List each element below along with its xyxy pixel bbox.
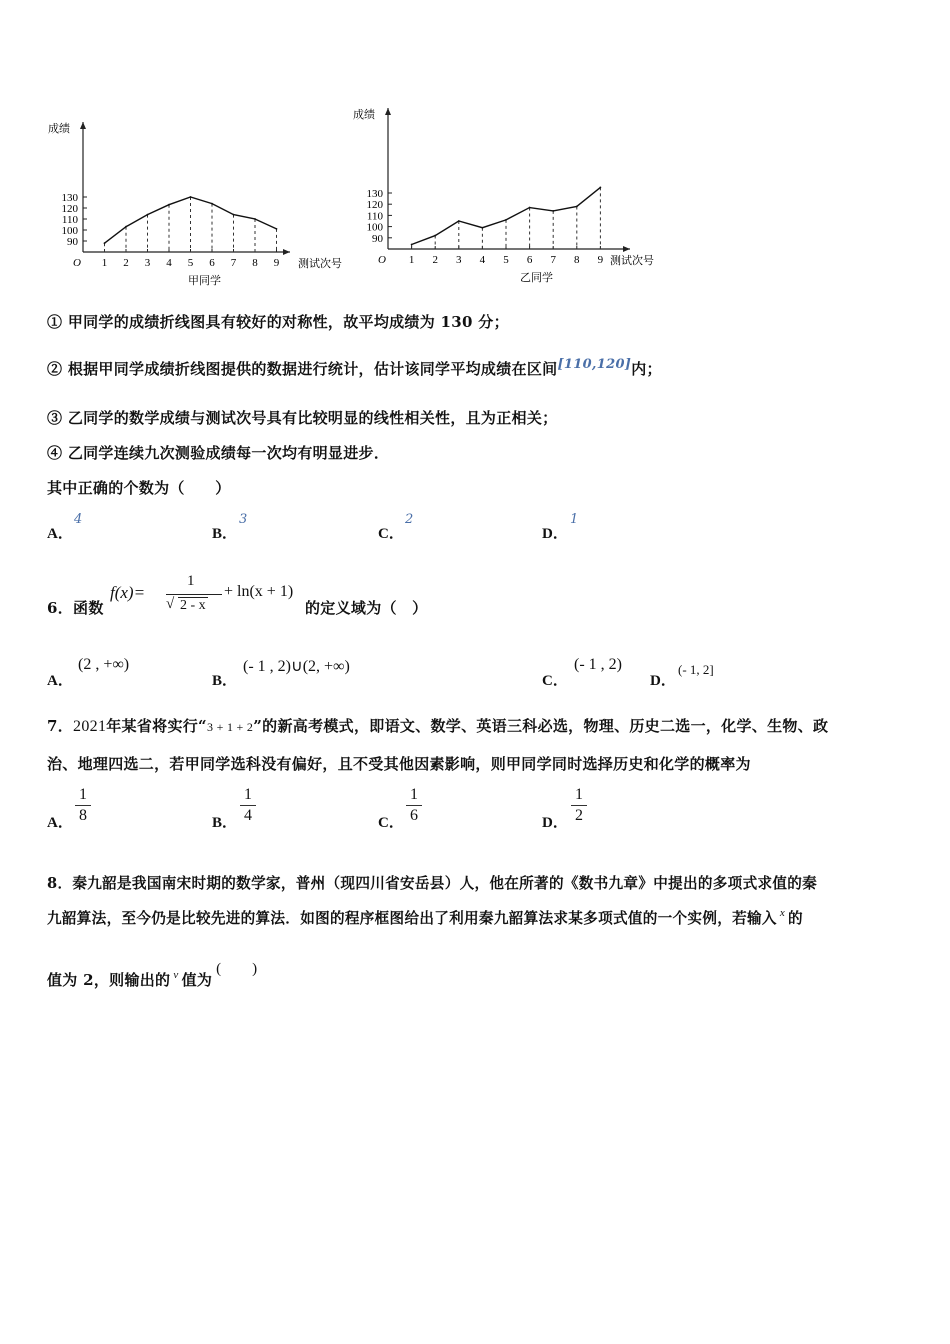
q8-line-1: 8．秦九韶是我国南宋时期的数学家，普州（现四川省安岳县）人，他在所著的《数书九章》中提出的多项式求值的秦 <box>47 875 818 892</box>
y-tick-label: 90 <box>67 236 78 248</box>
q5-option-d[interactable]: D． <box>542 526 568 542</box>
x-tick-label: 7 <box>550 254 556 266</box>
x-axis-label: 测试次号 <box>610 255 654 267</box>
x-tick-label: 4 <box>166 257 172 269</box>
data-point <box>482 227 484 229</box>
data-point <box>434 235 436 237</box>
q6-prefix: 6．函数 <box>47 599 104 617</box>
y-axis-label: 成绩 <box>48 123 70 135</box>
origin-label: O <box>378 254 386 266</box>
q7-option-d-fraction: 1 2 <box>571 786 587 825</box>
x-axis-label: 测试次号 <box>298 258 342 270</box>
data-point <box>600 187 602 189</box>
statement-3: ③ 乙同学的数学成绩与测试次号具有比较明显的线性相关性，且为正相关； <box>47 409 558 427</box>
y-axis-arrow <box>80 122 86 129</box>
x-tick-label: 3 <box>456 254 462 266</box>
origin-label: O <box>73 257 81 269</box>
q5-option-a-value: 4 <box>74 512 83 527</box>
y-tick-label: 100 <box>61 225 78 237</box>
data-point <box>211 203 213 205</box>
statement-2-text: ② 根据甲同学成绩折线图提供的数据进行统计，估计该同学平均成绩在区间 <box>47 360 558 378</box>
chart-jia <box>48 121 342 287</box>
q5-option-b-value: 3 <box>239 512 248 527</box>
q7-option-a[interactable]: A． <box>47 815 73 831</box>
data-point <box>147 214 149 216</box>
q7-line-1: 7．2021年某省将实行“3 + 1 + 2”的新高考模式，即语文、数学、英语三科必选，物理、历史二选一，化学、生物、政 <box>47 717 829 735</box>
data-point <box>576 206 578 208</box>
q6-denominator: 2 - x <box>180 598 206 613</box>
data-point <box>254 218 256 220</box>
q5-option-b[interactable]: B． <box>212 526 238 542</box>
x-tick-label: 2 <box>123 257 129 269</box>
data-point <box>104 242 106 244</box>
y-tick-label: 120 <box>366 199 383 212</box>
q6-sqrt-symbol: √ <box>166 596 175 612</box>
q5-option-c[interactable]: C． <box>378 526 404 542</box>
x-axis-arrow <box>283 249 290 255</box>
statement-1: ① 甲同学的成绩折线图具有较好的对称性，故平均成绩为 130 分； <box>47 313 509 331</box>
q6-option-d-value: (- 1, 2] <box>678 662 714 677</box>
data-point <box>529 207 531 209</box>
q6-option-c[interactable]: C． <box>542 673 568 689</box>
x-tick-label: 1 <box>408 254 415 266</box>
data-point <box>552 210 554 212</box>
q6-option-d[interactable]: D． <box>650 673 676 689</box>
q7-option-d[interactable]: D． <box>542 815 568 831</box>
q6-option-a[interactable]: A． <box>47 673 73 689</box>
data-point <box>276 228 278 230</box>
x-tick-label: 3 <box>144 257 151 269</box>
x-tick-label: 5 <box>503 254 509 266</box>
q5-option-a[interactable]: A． <box>47 526 73 542</box>
q8-var-v: v <box>173 969 179 981</box>
x-tick-label: 2 <box>432 254 438 266</box>
data-point <box>458 220 460 222</box>
q8-var-x: x <box>779 907 785 919</box>
q6-option-b-value: (- 1 , 2)∪(2, +∞) <box>243 658 350 675</box>
data-point <box>411 244 413 246</box>
q6-func: f(x)= <box>110 583 146 602</box>
statement-4: ④ 乙同学连续九次测验成绩每一次均有明显进步． <box>47 444 390 462</box>
q5-prompt: 其中正确的个数为（ ） <box>47 479 231 497</box>
q5-option-c-value: 2 <box>405 512 414 527</box>
q5-option-d-value: 1 <box>570 512 579 527</box>
q7-option-c[interactable]: C． <box>378 815 404 831</box>
x-tick-label: 8 <box>574 254 580 266</box>
data-point <box>190 196 192 198</box>
statement-2 <box>47 358 662 379</box>
x-tick-label: 8 <box>252 257 258 269</box>
q6-option-a-value: (2 , +∞) <box>78 656 130 673</box>
q7-option-a-fraction: 1 8 <box>75 786 91 825</box>
q7-year: 2021 <box>73 718 107 735</box>
y-tick-label: 120 <box>61 203 78 215</box>
q6-suffix: 的定义域为（ ） <box>305 599 428 617</box>
q8-answer-paren: ( ) <box>216 961 258 977</box>
y-tick-label: 130 <box>61 192 78 204</box>
q7-option-b-fraction: 1 4 <box>240 786 256 825</box>
q7-line-2: 治、地理四选二，若甲同学选科没有偏好，且不受其他因素影响，则甲同学同时选择历史和化学的概率为 <box>47 755 751 773</box>
chart-title: 甲同学 <box>188 275 221 287</box>
q6-option-c-value: (- 1 , 2) <box>574 656 622 673</box>
q6-option-b[interactable]: B． <box>212 673 238 689</box>
q8-line-3: 值为 2，则输出的 $^v$ 值为( ) <box>47 961 258 989</box>
y-tick-label: 110 <box>61 214 78 226</box>
x-tick-label: 1 <box>101 257 108 269</box>
data-point <box>233 214 235 216</box>
data-point <box>168 204 170 206</box>
x-tick-label: 4 <box>479 254 486 266</box>
statement-2-tail: 内； <box>631 360 662 378</box>
q7-option-c-fraction: 1 6 <box>406 786 422 825</box>
y-axis-label: 成绩 <box>353 109 375 121</box>
x-tick-label: 5 <box>187 257 194 269</box>
y-tick-label: 110 <box>366 210 383 223</box>
data-point <box>125 226 127 228</box>
x-tick-label: 6 <box>209 257 215 269</box>
charts-figure <box>40 100 680 300</box>
x-tick-label: 9 <box>273 257 280 269</box>
q6-ln-term: + ln(x + 1) <box>224 583 294 600</box>
y-tick-label: 100 <box>366 221 383 234</box>
x-tick-label: 9 <box>597 254 604 266</box>
data-point <box>505 219 507 221</box>
y-tick-label: 90 <box>372 232 383 245</box>
q7-mode: 3 + 1 + 2 <box>206 720 254 734</box>
q7-option-b[interactable]: B． <box>212 815 238 831</box>
q6-numerator: 1 <box>187 573 195 589</box>
chart-yi <box>353 107 654 284</box>
chart-title: 乙同学 <box>520 272 553 284</box>
x-tick-label: 7 <box>230 257 237 269</box>
statement-2-interval: [110,120] <box>557 357 632 372</box>
q6-fraction-bar <box>166 594 222 595</box>
y-axis-arrow <box>385 108 391 115</box>
x-tick-label: 6 <box>526 254 533 266</box>
x-axis-arrow <box>623 246 630 252</box>
series-line <box>412 187 601 244</box>
q8-line-2: 九韶算法，至今仍是比较先进的算法．如图的程序框图给出了利用秦九韶算法求某多项式值的一个实例，若输入 $^x$ 的 <box>47 907 803 927</box>
y-tick-label: 130 <box>366 188 383 200</box>
